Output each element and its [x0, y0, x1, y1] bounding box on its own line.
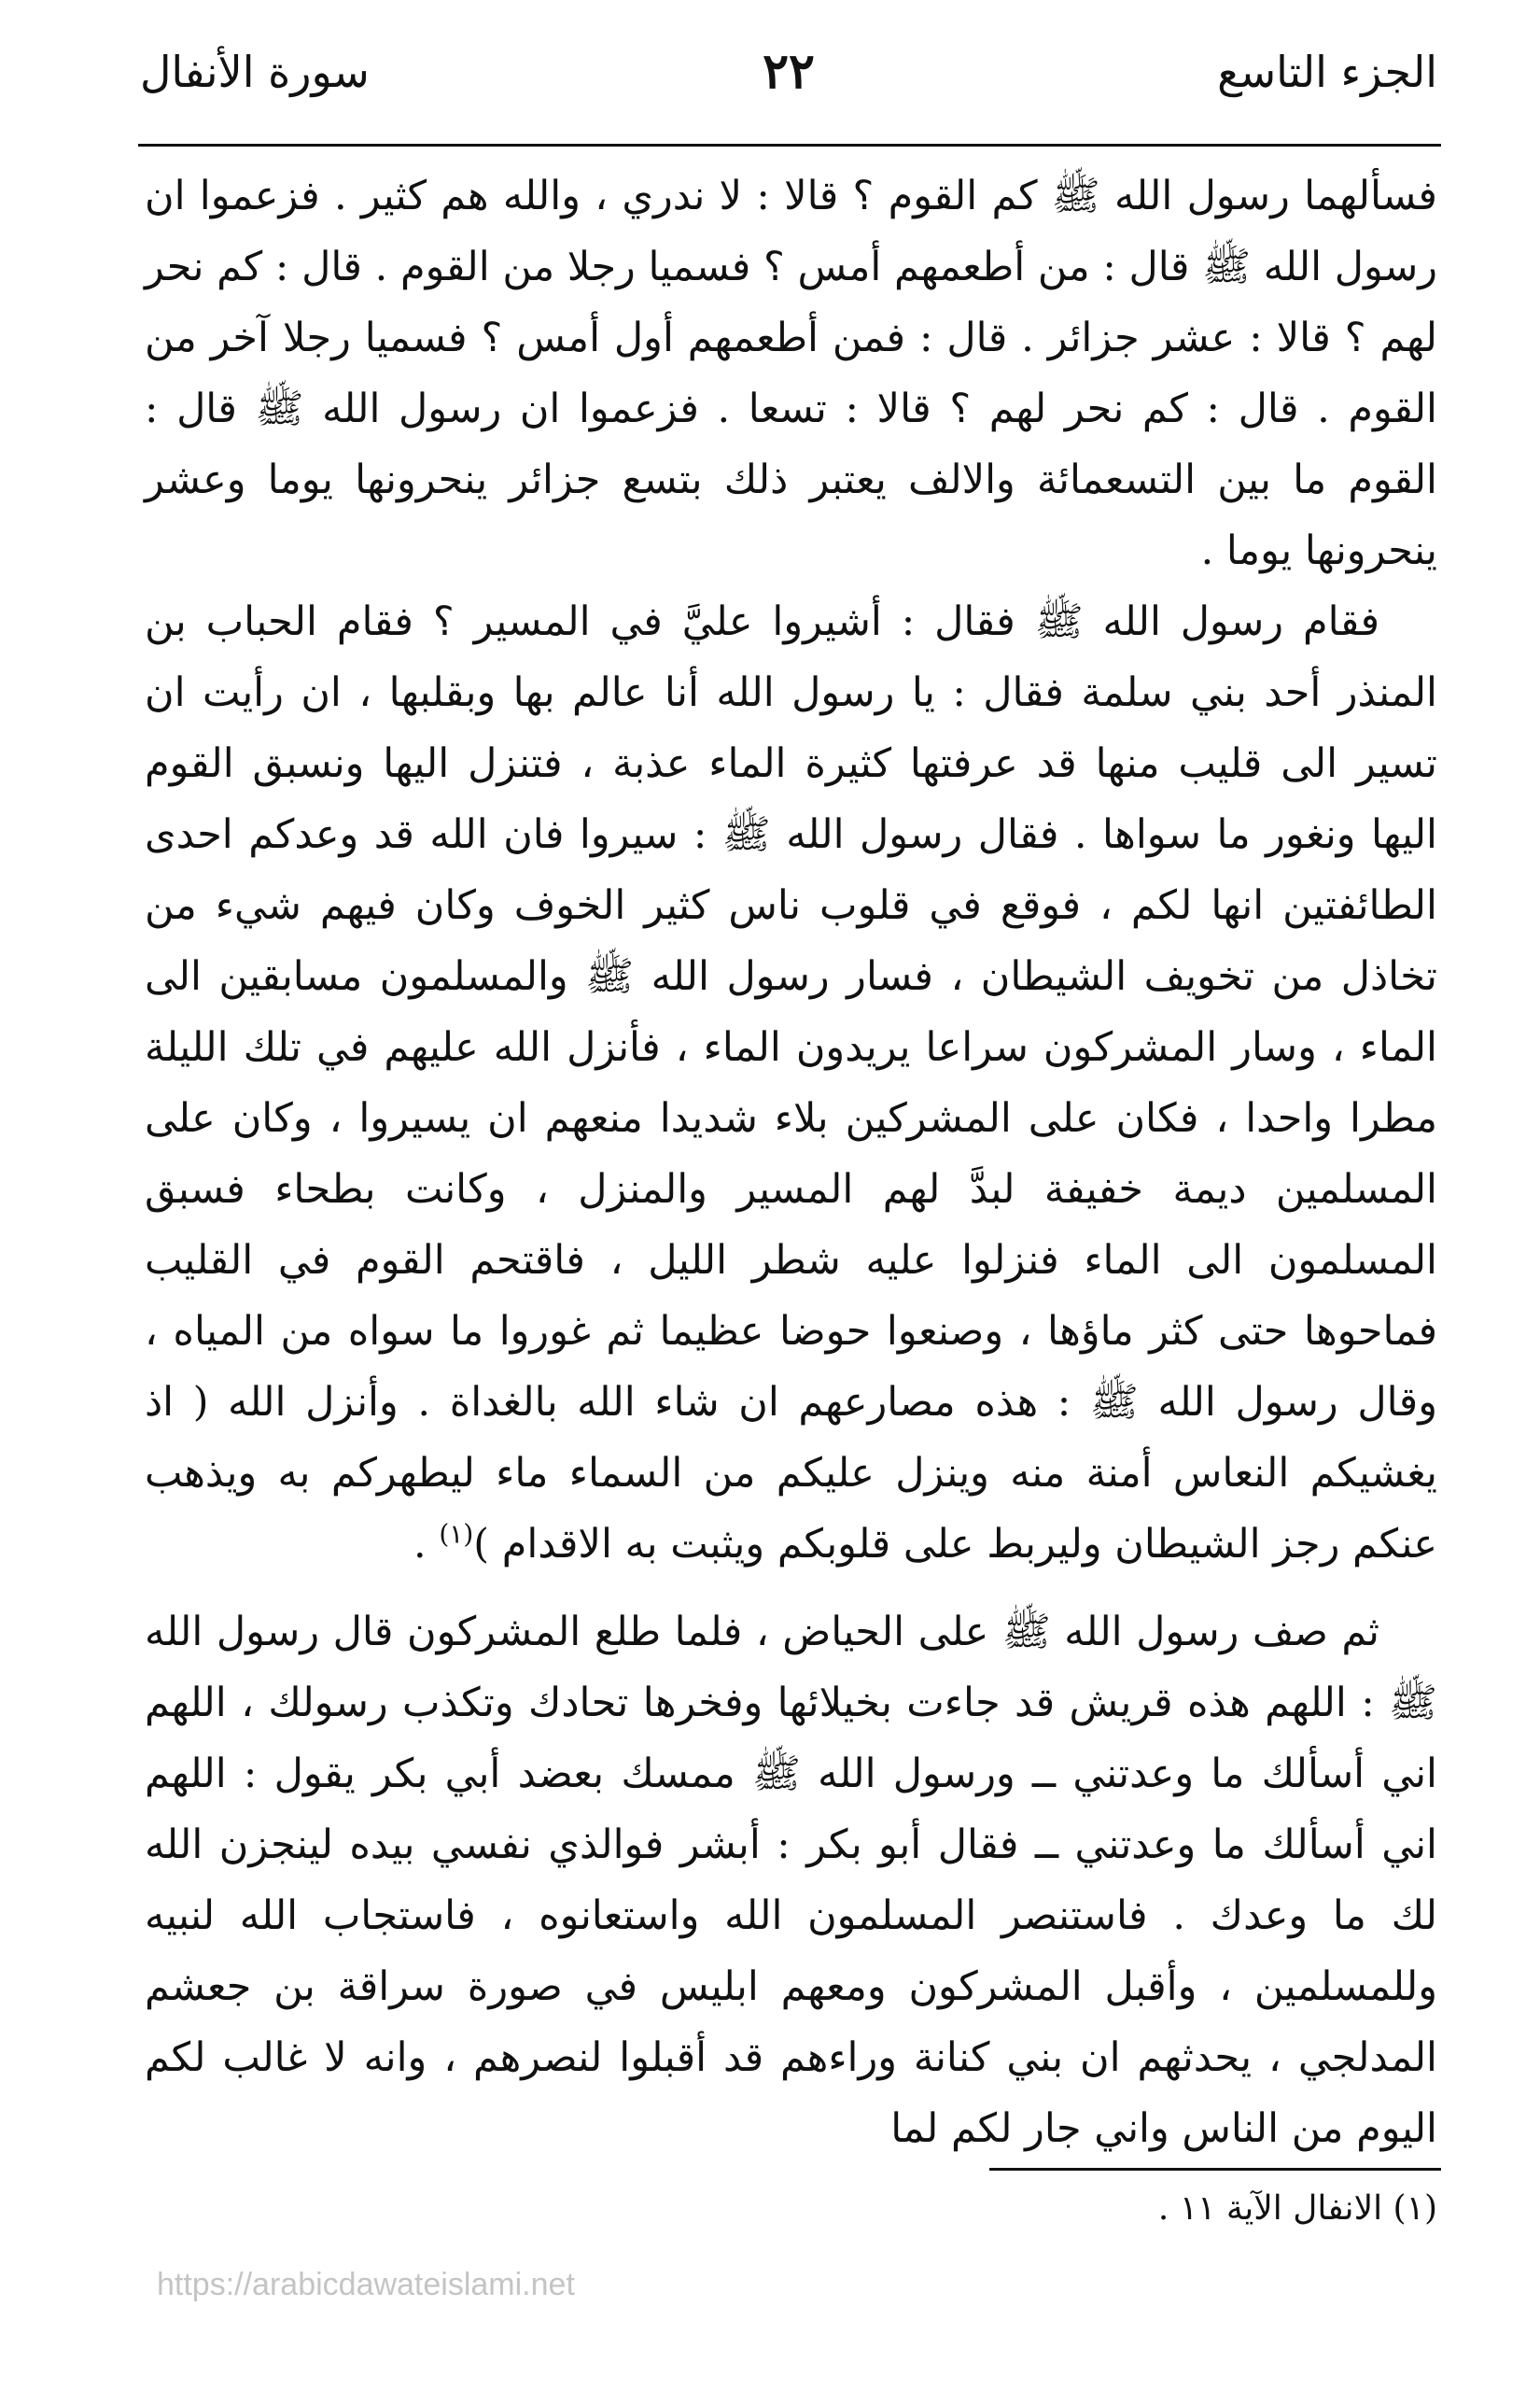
page-number: ٢٢	[763, 43, 815, 100]
header-divider	[138, 144, 1441, 147]
part-title: الجزء التاسع	[1217, 47, 1437, 97]
paragraph-2-end: .	[413, 1521, 427, 1568]
paragraph-3: ثم صف رسول الله ﷺ على الحياض ، فلما طلع المشركون قال رسول الله ﷺ : اللهم هذه قريش قد جاءت بخيلائها وفخرها تحادك وتكذب رسولك ، اللهم اني أسألك ما وعدتني ــ ورسول الله ﷺ ممسك بعضد أبي بكر يقول : اللهم اني أسألك ما وعدتني ــ فقال أبو بكر : أبشر فوالذي نفسي بيده لينجزن الله لك ما وعدك . فاستنصر المسلمون الله واستعانوه ، فاستجاب الله لنبيه وللمسلمين ، وأقبل المشركون ومعهم ابليس في صورة سراقة بن جعشم المدلجي ، يحدثهم ان بني كنانة وراءهم قد أقبلوا لنصرهم ، وانه لا غالب لكم اليوم من الناس واني جار لكم لما	[145, 1609, 1438, 2152]
page-header	[140, 37, 1437, 121]
paragraph-2	[145, 586, 1437, 1580]
paragraph-2-text: فقام رسول الله ﷺ فقال : أشيروا عليَّ في المسير ؟ فقام الحباب بن المنذر أحد بني سلمة فقال : يا رسول الله أنا عالم بها وبقلبها ، ان رأيت ان تسير الى قليب منها قد عرفتها كثيرة الماء عذبة ، فتنزل اليها ونسبق القوم اليها ونغور ما سواها . فقال رسول الله ﷺ : سيروا فان الله قد وعدكم احدى الطائفتين انها لكم ، فوقع في قلوب ناس كثير الخوف وكان فيهم شيء من تخاذل من تخويف الشيطان ، فسار رسول الله ﷺ والمسلمون مسابقين الى الماء ، وسار المشركون سراعا يريدون الماء ، فأنزل الله عليهم في تلك الليلة مطرا واحدا ، فكان على المشركين بلاء شديدا منعهم ان يسيروا ، وكان على المسلمين ديمة خفيفة لبدَّ لهم المسير والمنزل ، وكانت بطحاء فسبق المسلمون الى الماء فنزلوا عليه شطر الليل ، فاقتحم القوم في القليب فماحوها حتى كثر ماؤها ، وصنعوا حوضا عظيما ثم غوروا ما سواه من المياه ، وقال رسول الله ﷺ : هذه مصارعهم ان شاء الله بالغداة . وأنزل الله ( اذ يغشيكم النعاس أمنة منه وينزل عليكم من السماء ماء ليطهركم به ويذهب عنكم رجز الشيطان وليربط على قلوبكم ويثبت به الاقدام )	[145, 598, 1437, 1568]
surah-title: سورة الأنفال	[140, 47, 370, 97]
footnote-reference: (١)	[439, 1518, 474, 1550]
footnote-divider	[989, 2168, 1441, 2171]
paragraph-1: فسألهما رسول الله ﷺ كم القوم ؟ قالا : لا ندري ، والله هم كثير . فزعموا ان رسول الله ﷺ قال : من أطعمهم أمس ؟ فسميا رجلا من القوم . قال : كم نحر لهم ؟ قالا : عشر جزائر . قال : فمن أطعمهم أول أمس ؟ فسميا رجلا آخر من القوم . قال : كم نحر لهم ؟ قالا : تسعا . فزعموا ان رسول الله ﷺ قال : القوم ما بين التسعمائة والالف يعتبر ذلك بتسع جزائر ينحرونها يوما وعشر ينحرونها يوما .	[145, 173, 1437, 574]
main-text	[145, 161, 1437, 2164]
footnote: (١) الانفال الآية ١١ .	[1157, 2189, 1437, 2228]
watermark-url: https://arabicdawateislami.net	[157, 2267, 575, 2302]
